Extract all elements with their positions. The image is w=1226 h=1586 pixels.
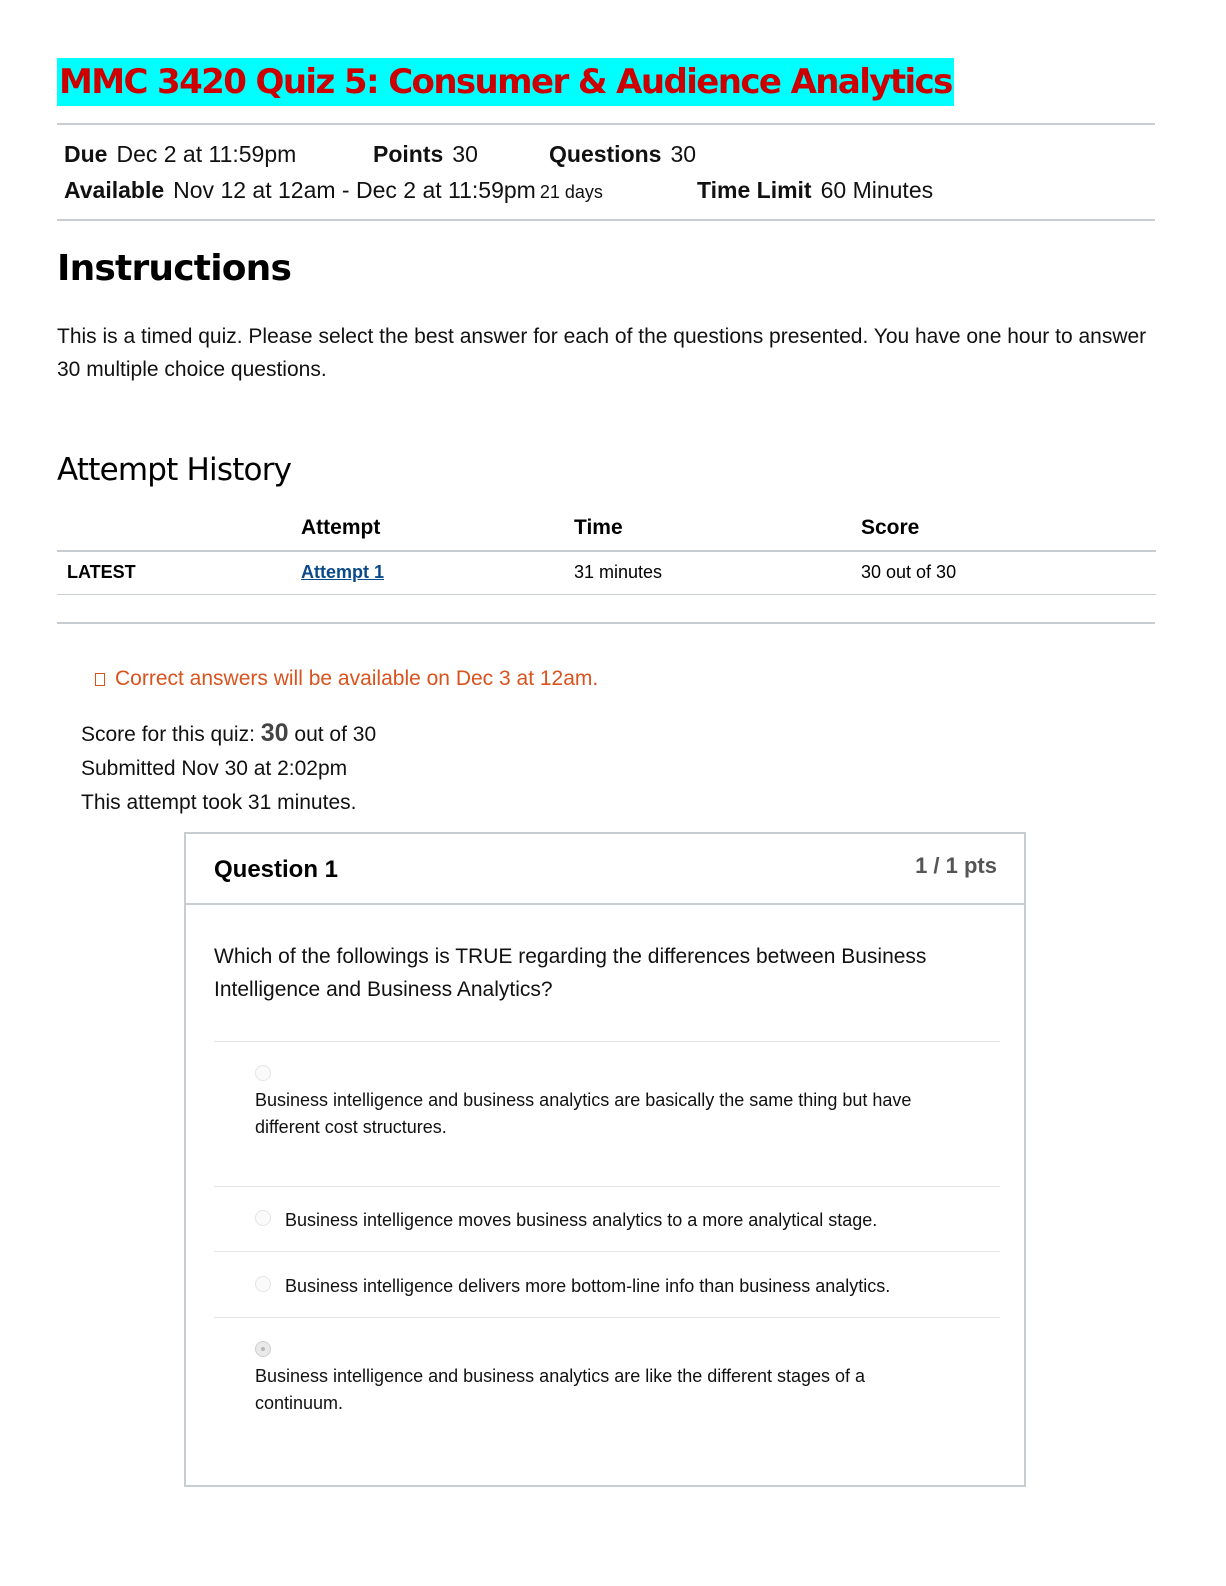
score-suffix: out of 30 — [294, 723, 377, 746]
question-title: Question 1 — [214, 856, 339, 883]
meta-questions — [549, 141, 696, 168]
question-text: Which of the followings is TRUE regarding the differences between Business Intelligence and Business Analytics? — [214, 945, 927, 1001]
radio-button[interactable] — [255, 1276, 271, 1292]
divider — [57, 219, 1155, 221]
divider — [57, 123, 1155, 125]
answer-text: Business intelligence and business analytics are like the different stages of a continuum. — [255, 1366, 866, 1413]
question-card — [184, 832, 1026, 1487]
column-header-attempt: Attempt — [301, 516, 381, 539]
score-summary — [81, 716, 376, 820]
score-value: 30 — [260, 719, 289, 747]
available-value: Nov 12 at 12am - Dec 2 at 11:59pm — [173, 177, 536, 203]
score-line — [81, 716, 376, 752]
answer-divider — [214, 1251, 1000, 1252]
meta-points — [373, 141, 478, 168]
due-label: Due — [64, 141, 108, 167]
points-label: Points — [373, 141, 444, 167]
score-prefix: Score for this quiz: — [81, 723, 255, 746]
quiz-title: MMC 3420 Quiz 5: Consumer & Audience Analytics — [57, 58, 954, 106]
answer-divider — [214, 1317, 1000, 1318]
divider — [57, 622, 1155, 624]
question-header — [186, 834, 1024, 905]
instructions-heading: Instructions — [57, 248, 292, 289]
attempt-link[interactable]: Attempt 1 — [301, 562, 385, 582]
question-points: 1 / 1 pts — [915, 853, 997, 878]
due-value: Dec 2 at 11:59pm — [116, 141, 297, 167]
time-limit-value: 60 Minutes — [820, 177, 934, 203]
instructions-text: This is a timed quiz. Please select the best answer for each of the questions presented. You have one hour to answer 30 multiple choice questions. — [57, 325, 1147, 381]
time-limit-label: Time Limit — [697, 177, 812, 203]
available-label: Available — [64, 177, 165, 203]
table-row — [57, 550, 1156, 595]
column-header-time: Time — [574, 516, 623, 539]
attempt-score: 30 out of 30 — [861, 562, 957, 582]
answer-text: Business intelligence delivers more bottom-line info than business analytics. — [285, 1276, 891, 1296]
answer-text: Business intelligence moves business analytics to a more analytical stage. — [285, 1210, 878, 1230]
meta-available — [64, 177, 603, 204]
notice-text: Correct answers will be available on Dec 3 at 12am. — [115, 667, 599, 690]
radio-button[interactable] — [255, 1210, 271, 1226]
points-value: 30 — [452, 141, 478, 167]
column-header-score: Score — [861, 516, 920, 539]
questions-label: Questions — [549, 141, 662, 167]
info-icon — [95, 673, 105, 686]
latest-label: LATEST — [67, 562, 136, 582]
available-days: 21 days — [539, 182, 603, 202]
attempt-history-heading: Attempt History — [57, 452, 292, 488]
table-header — [57, 508, 1156, 552]
radio-button-selected[interactable] — [255, 1341, 271, 1357]
duration-line: This attempt took 31 minutes. — [81, 791, 357, 814]
answer-divider — [214, 1041, 1000, 1042]
meta-time-limit — [697, 177, 933, 204]
questions-value: 30 — [670, 141, 697, 167]
attempt-time: 31 minutes — [574, 562, 663, 582]
answer-text: Business intelligence and business analytics are basically the same thing but have different cost structures. — [255, 1090, 912, 1137]
submitted-line: Submitted Nov 30 at 2:02pm — [81, 757, 348, 780]
radio-button[interactable] — [255, 1065, 271, 1081]
correct-answers-notice — [95, 667, 598, 691]
answer-divider — [214, 1186, 1000, 1187]
meta-due — [64, 141, 296, 168]
